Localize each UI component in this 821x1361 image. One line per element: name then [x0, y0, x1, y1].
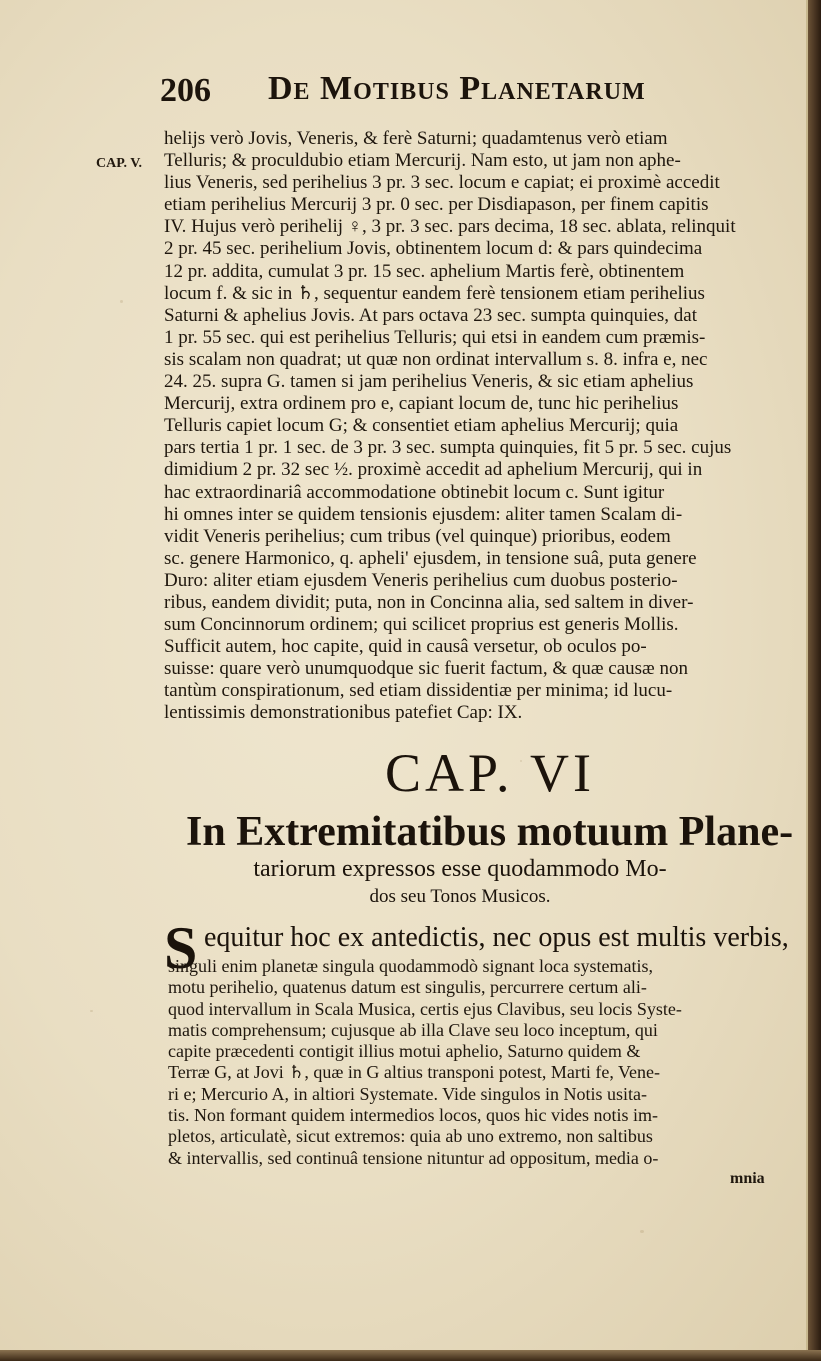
text-line: IV. Hujus verò perihelij ♀, 3 pr. 3 sec. pars decima, 18 sec. ablata, relinquit — [164, 216, 736, 238]
page-number: 206 — [160, 72, 211, 109]
catchword: mnia — [730, 1170, 765, 1187]
text-line: 12 pr. addita, cumulat 3 pr. 15 sec. aphelium Martis ferè, obtinentem — [164, 260, 685, 282]
text-line: ri e; Mercurio A, in altiori Systemate. Vide singulos in Notis usita- — [168, 1083, 648, 1104]
text-line: motu perihelio, quatenus datum est singulis, percurrere certum ali- — [168, 977, 647, 998]
running-title: De Motibus Planetarum — [268, 70, 646, 107]
text-line: lius Veneris, sed perihelius 3 pr. 3 sec. locum e capiat; ei proximè accedit — [164, 172, 720, 194]
chapter-title-line-2: tariorum expressos esse quodammodo Mo- — [253, 856, 667, 882]
text-line: tantùm conspirationum, sed etiam dissidentiæ per minima; id lucu- — [164, 680, 673, 702]
text-line: Saturni & aphelius Jovis. At pars octava 23 sec. sumpta quinquies, dat — [164, 304, 697, 326]
page-fore-edge — [808, 0, 821, 1361]
text-line: pletos, articulatè, sicut extremos: quia ab uno extremo, non saltibus — [168, 1126, 653, 1147]
text-line: vidit Veneris perihelius; cum tribus (vel quinque) prioribus, eodem — [164, 525, 671, 547]
chapter-5-text — [164, 128, 764, 725]
text-line: Duro: aliter etiam ejusdem Veneris perihelius cum duobus posterio- — [164, 569, 678, 591]
paper-speck — [640, 1230, 644, 1233]
text-line: Telluris capiet locum G; & consentiet etiam aphelius Mercurij; quia — [164, 415, 679, 437]
paper-speck — [120, 300, 123, 303]
drop-cap: S — [164, 915, 198, 981]
text-line: quod intervallum in Scala Musica, certis ejus Clavibus, seu locis Syste- — [168, 998, 682, 1019]
chapter-heading: CAP. VI — [384, 743, 596, 803]
chapter-margin-note: CAP. V. — [96, 156, 143, 171]
text-line: capite præcedenti contigit illius motui aphelio, Saturno quidem & — [168, 1041, 641, 1062]
text-line: hac extraordinariâ accommodatione obtinebit locum c. Sunt igitur — [164, 481, 665, 503]
text-line: hi omnes inter se quidem tensionis ejusdem: aliter tamen Scalam di- — [164, 503, 683, 525]
text-line: 2 pr. 45 sec. perihelium Jovis, obtinentem locum d: & pars quindecima — [164, 238, 703, 260]
text-line: ribus, eandem dividit; puta, non in Concinna alia, sed saltem in diver- — [164, 591, 694, 613]
text-line: Terræ G, at Jovi ♄, quæ in G altius transponi potest, Marti fe, Vene- — [168, 1062, 660, 1083]
text-line: pars tertia 1 pr. 1 sec. de 3 pr. 3 sec. sumpta quinquies, fit 5 pr. 5 sec. cujus — [164, 437, 732, 459]
text-line: Telluris; & proculdubio etiam Mercurij. Nam esto, ut jam non aphe- — [164, 150, 681, 172]
text-line: 1 pr. 55 sec. qui est perihelius Telluris; qui etsi in eandem cum præmis- — [164, 326, 706, 348]
paper-speck — [90, 1010, 93, 1012]
text-line: suisse: quare verò unumquodque sic fuerit factum, & quæ causæ non — [164, 658, 688, 680]
chapter-title-line-1: In Extremitatibus motuum Plane- — [186, 809, 794, 855]
text-line: sis scalam non quadrat; ut quæ non ordinat intervallum s. 8. infra e, nec — [164, 348, 708, 370]
text-line: tis. Non formant quidem intermedios locos, quos hic vides notis im- — [168, 1105, 658, 1126]
text-line: lentissimis demonstrationibus patefiet Cap: IX. — [164, 702, 523, 724]
text-line: locum f. & sic in ♄, sequentur eandem ferè tensionem etiam perihelius — [164, 282, 705, 304]
chapter-6-first-line: equitur hoc ex antedictis, nec opus est multis verbis, — [204, 922, 789, 953]
text-line: dimidium 2 pr. 32 sec ½. proximè accedit ad aphelium Mercurij, qui in — [164, 459, 703, 481]
text-line: 24. 25. supra G. tamen si jam perihelius Veneris, & sic etiam aphelius — [164, 371, 694, 393]
text-line: Mercurij, extra ordinem pro e, capiant locum de, tunc hic perihelius — [164, 393, 679, 415]
text-line: sc. genere Harmonico, q. apheli' ejusdem, in tensione suâ, puta genere — [164, 547, 697, 569]
text-line: Sufficit autem, hoc capite, quid in causâ versetur, ob oculos po- — [164, 636, 647, 658]
text-line: & intervallis, sed continuâ tensione nituntur ad oppositum, media o- — [168, 1147, 659, 1168]
text-line: helijs verò Jovis, Veneris, & ferè Saturni; quadamtenus verò etiam — [164, 128, 668, 149]
page-bottom-edge — [0, 1350, 821, 1361]
chapter-6-text — [168, 956, 768, 1169]
text-line: sum Concinnorum ordinem; qui scilicet proprius est generis Mollis. — [164, 614, 679, 636]
text-line: singuli enim planetæ singula quodammodò signant loca systematis, — [168, 956, 653, 976]
running-head — [160, 62, 720, 122]
chapter-title-line-3: dos seu Tonos Musicos. — [369, 886, 551, 907]
text-line: matis comprehensum; cujusque ab illa Clave seu loco inceptum, qui — [168, 1019, 658, 1040]
text-line: etiam perihelius Mercurij 3 pr. 0 sec. per Disdiapason, per finem capitis — [164, 194, 709, 216]
